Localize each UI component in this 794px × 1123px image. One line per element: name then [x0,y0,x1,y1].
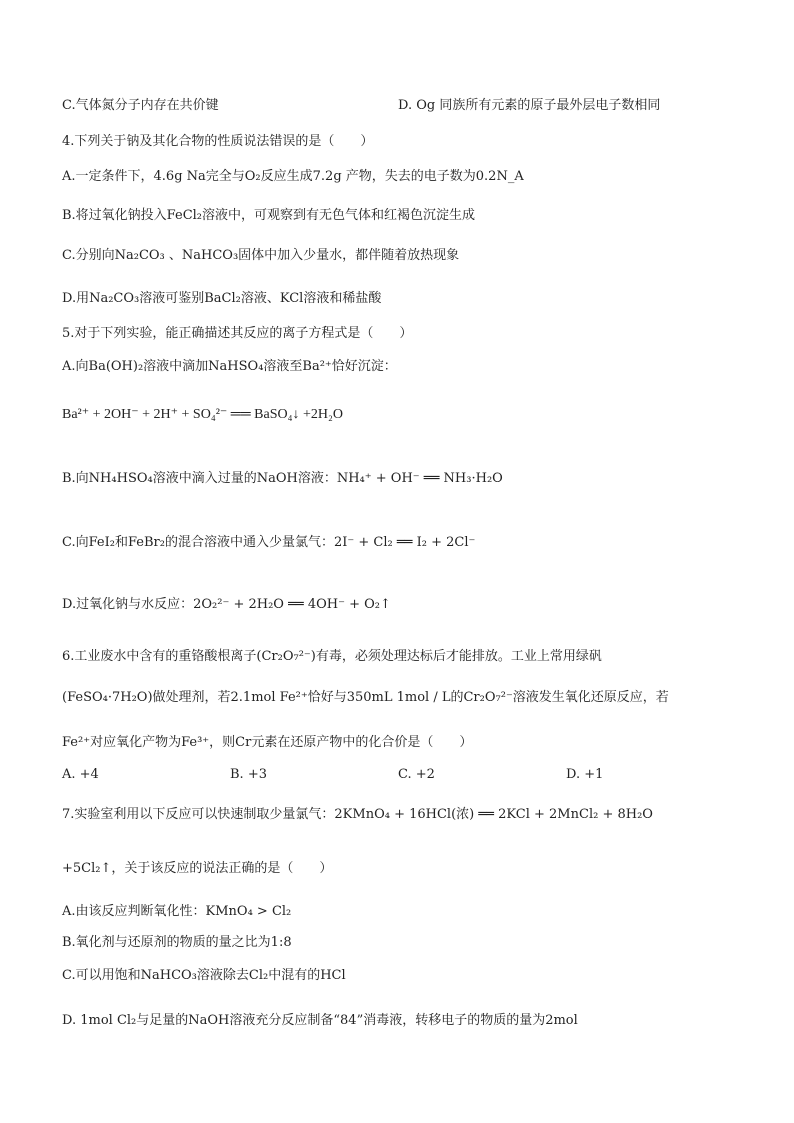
q4-option-d: D.用Na₂CO₃溶液可鉴别BaCl₂溶液、KCl溶液和稀盐酸 [62,291,382,306]
q3-option-c: C.气体氮分子内存在共价键 [62,98,219,113]
q7-line-1: 7.实验室利用以下反应可以快速制取少量氯气：2KMnO₄ + 16HCl(浓) ══ 2KCl + 2MnCl₂ + 8H₂O [62,807,653,822]
q5-option-c: C.向FeI₂和FeBr₂的混合溶液中通入少量氯气：2I⁻ + Cl₂ ══ I₂ + 2Cl⁻ [62,535,476,550]
q6-line-2: (FeSO₄·7H₂O)做处理剂，若2.1mol Fe²⁺恰好与350mL 1mol / L的Cr₂O₇²⁻溶液发生氧化还原反应，若 [62,690,669,705]
q6-option-a: A. +4 [62,767,99,782]
q6-option-c: C. +2 [398,767,435,782]
q4-stem: 4.下列关于钠及其化合物的性质说法错误的是（ ） [62,134,374,149]
q6-option-d: D. +1 [566,767,604,782]
q5-option-a: A.向Ba(OH)₂溶液中滴加NaHSO₄溶液至Ba²⁺恰好沉淀： [62,359,397,374]
q5-option-a-equation: Ba²⁺ + 2OH⁻ + 2H⁺ + SO₄²⁻ ══ BaSO₄↓ +2H₂O [62,407,343,422]
q6-option-b: B. +3 [230,767,267,782]
q4-option-b: B.将过氧化钠投入FeCl₂溶液中，可观察到有无色气体和红褐色沉淀生成 [62,208,476,223]
q7-option-d: D. 1mol Cl₂与足量的NaOH溶液充分反应制备“84”消毒液，转移电子的物质的量为2mol [62,1013,578,1028]
q5-option-b: B.向NH₄HSO₄溶液中滴入过量的NaOH溶液：NH₄⁺ + OH⁻ ══ NH₃·H₂O [62,471,503,486]
q7-option-a: A.由该反应判断氧化性：KMnO₄ > Cl₂ [62,904,292,919]
q3-option-d: D. Og 同族所有元素的原子最外层电子数相同 [398,98,661,113]
q7-option-c: C.可以用饱和NaHCO₃溶液除去Cl₂中混有的HCl [62,968,346,983]
q7-line-2: +5Cl₂↑，关于该反应的说法正确的是（ ） [62,861,333,876]
q5-option-d: D.过氧化钠与水反应：2O₂²⁻ + 2H₂O ══ 4OH⁻ + O₂↑ [62,597,391,612]
q6-line-3: Fe²⁺对应氧化产物为Fe³⁺，则Cr元素在还原产物中的化合价是（ ） [62,735,473,750]
q5-stem: 5.对于下列实验，能正确描述其反应的离子方程式是（ ） [62,326,413,341]
q6-line-1: 6.工业废水中含有的重铬酸根离子(Cr₂O₇²⁻)有毒，必须处理达标后才能排放。工业上常用绿矾 [62,649,602,664]
q4-option-a: A.一定条件下，4.6g Na完全与O₂反应生成7.2g 产物，失去的电子数为0.2N_A [62,169,524,184]
q7-option-b: B.氧化剂与还原剂的物质的量之比为1:8 [62,935,292,950]
q4-option-c: C.分别向Na₂CO₃ 、NaHCO₃固体中加入少量水，都伴随着放热现象 [62,248,460,263]
